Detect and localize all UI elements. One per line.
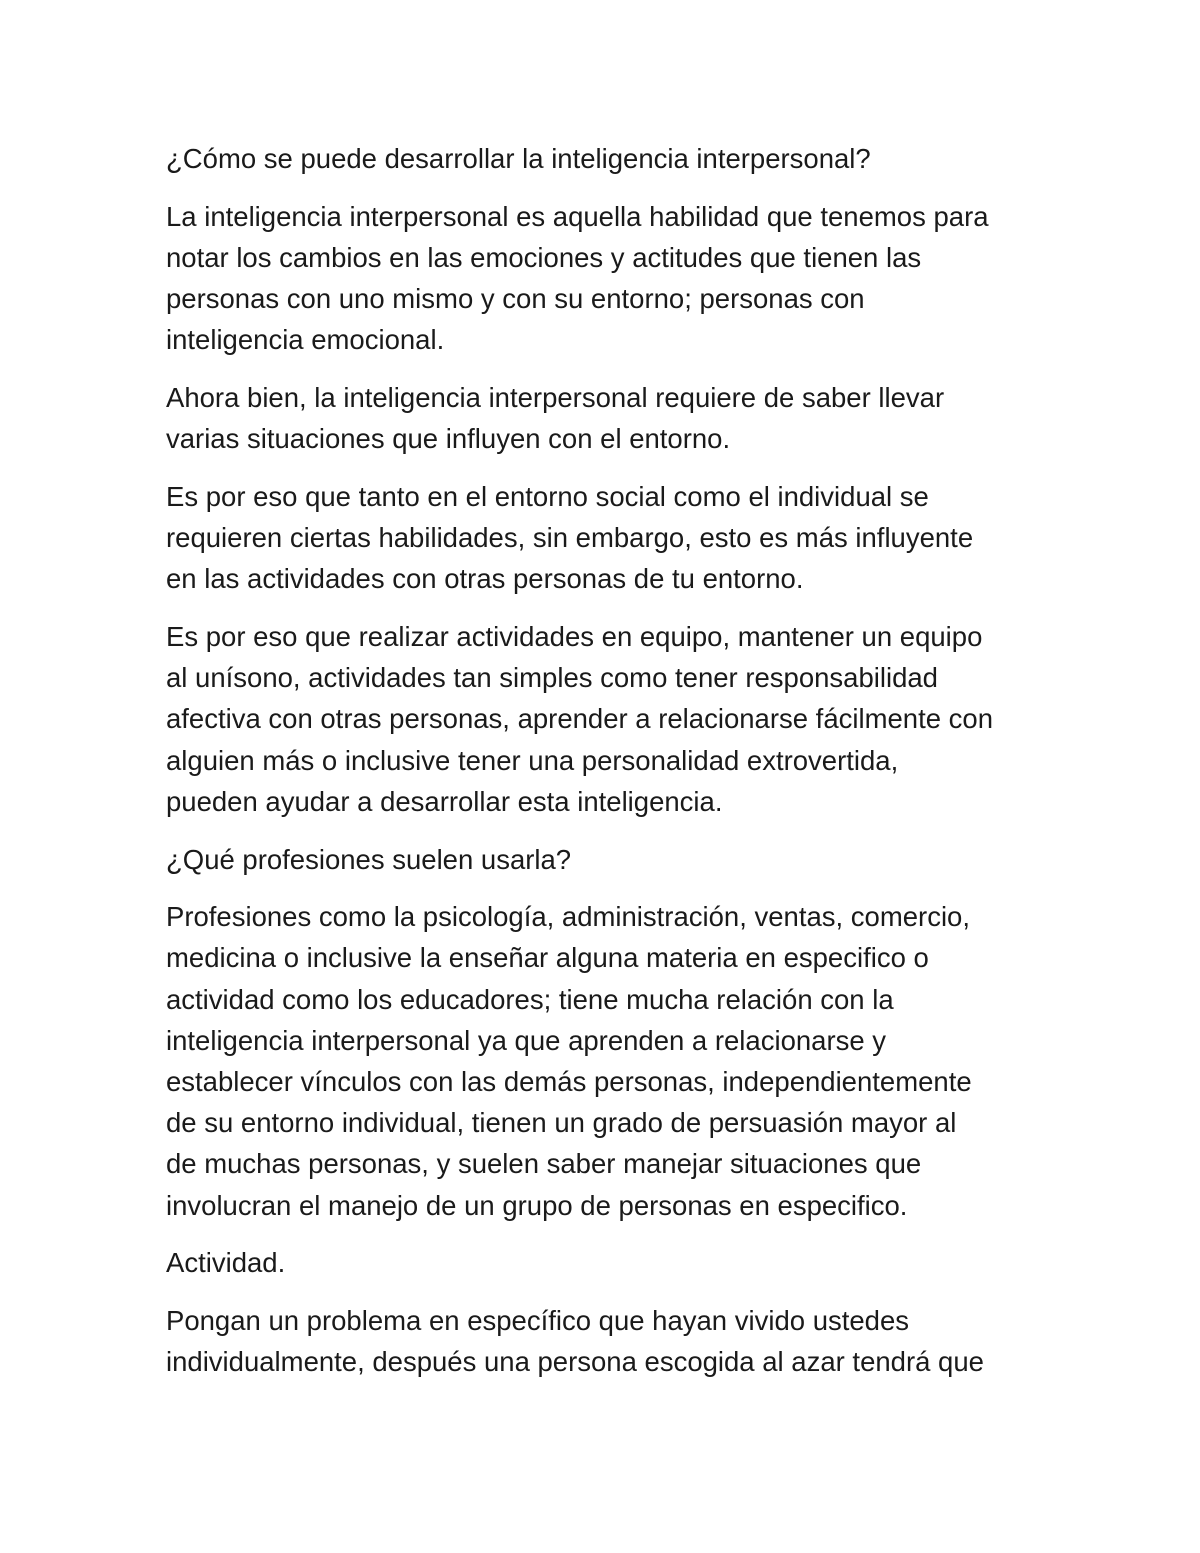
paragraph-social-skills: Es por eso que tanto en el entorno social como el individual se requieren ciertas habilidades, sin embargo, esto es más influyente en las actividades con otras personas de tu entorno. xyxy=(166,480,974,595)
activity-heading: Actividad. xyxy=(166,1247,286,1279)
paragraph-requirements: Ahora bien, la inteligencia interpersonal requiere de saber llevar varias situaciones que influyen con el entorno. xyxy=(166,382,945,455)
paragraph-activities: Es por eso que realizar actividades en equipo, mantener un equipo al unísono, actividades tan simples como tener responsabilidad afectiva con otras personas, aprender a relacionarse fácilmente con alguien más o inclusive tener una personalidad extrovertida, pueden ayudar a desarrollar esta inteligencia. xyxy=(166,621,993,817)
question-heading-develop: ¿Cómo se puede desarrollar la inteligencia interpersonal? xyxy=(166,143,871,174)
paragraph-definition: La inteligencia interpersonal es aquella habilidad que tenemos para notar los cambios en las emociones y actitudes que tienen las personas con uno mismo y con su entorno; personas con inteligencia emocional. xyxy=(166,200,989,356)
paragraph-professions: Profesiones como la psicología, administración, ventas, comercio, medicina o inclusive la enseñar alguna materia en especifico o actividad como los educadores; tiene mucha relación con la inteligencia interpersonal ya que aprenden a relacionarse y establecer vínculos con las demás personas, independientemente de su entorno individual, tienen un grado de persuasión mayor al de muchas personas, y suelen saber manejar situaciones que involucran el manejo de un grupo de personas en especifico. xyxy=(166,901,972,1221)
paragraph-activity-instructions: Pongan un problema en específico que hayan vivido ustedes individualmente, después una persona escogida al azar tendrá que xyxy=(166,1305,984,1378)
question-heading-professions: ¿Qué profesiones suelen usarla? xyxy=(166,843,572,875)
document-body xyxy=(166,138,1046,1399)
